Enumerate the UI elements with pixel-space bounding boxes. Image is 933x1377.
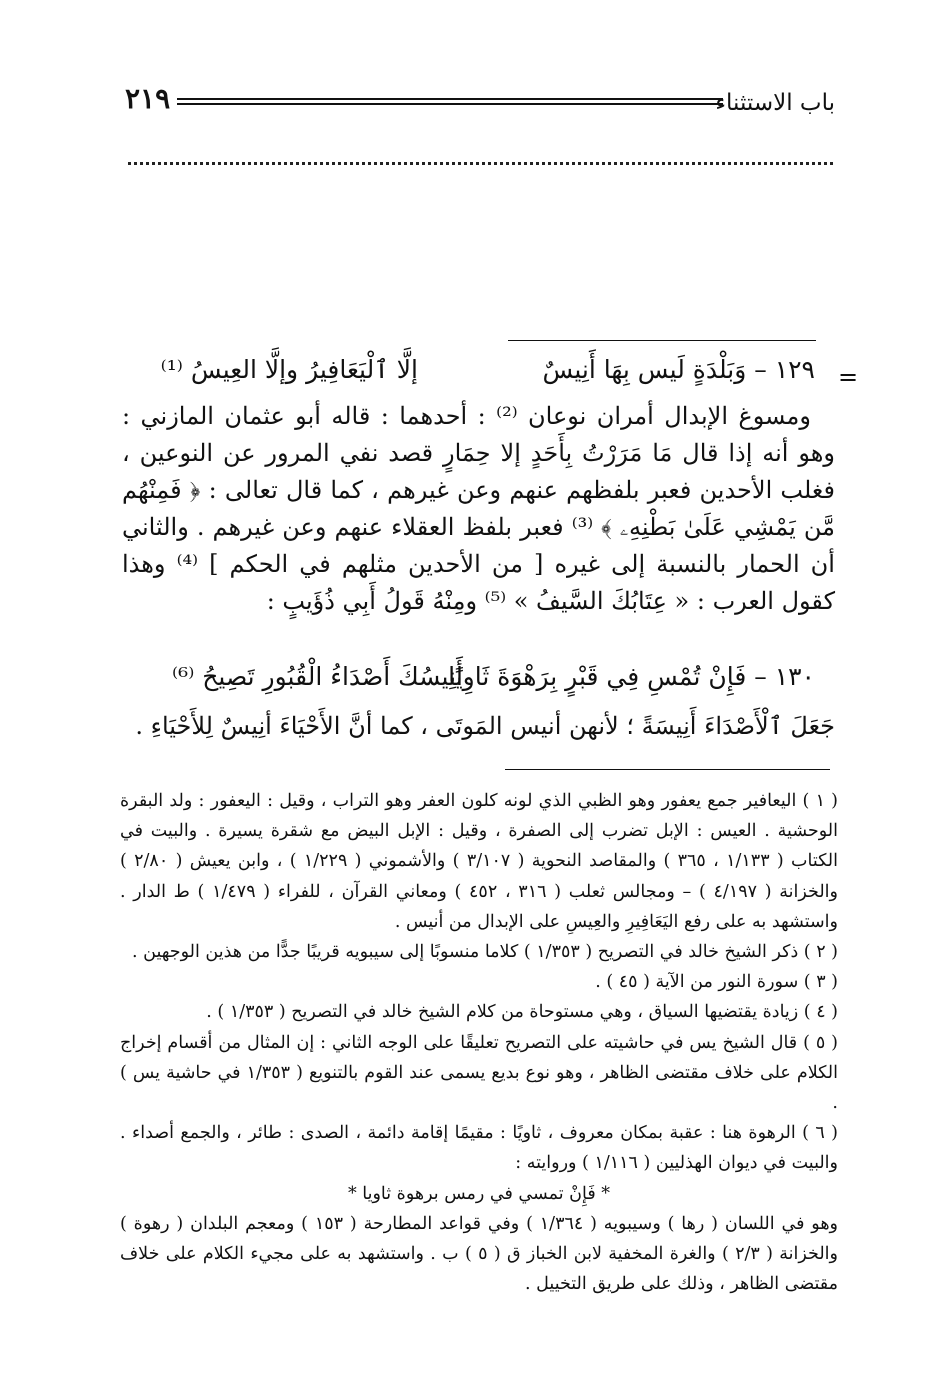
verse-129-first-hemistich: ١٢٩ – وَبَلْدَةٍ لَيس بِهَا أَنِيسٌ xyxy=(542,355,815,384)
running-header xyxy=(125,82,835,122)
chapter-title: باب الاستثناء xyxy=(715,90,835,116)
footnote-4: ( ٤ ) زيادة يقتضيها السياق ، وهي مستوحاة من كلام الشيخ خالد في التصريح ( ١/٣٥٣ ) . xyxy=(206,1002,838,1023)
verse-commentary: جَعَلَ ٱلْأَصْدَاءَ أَنِيسَةً ؛ لأنهن أنيس المَوتَى ، كما أنَّ الأَحْيَاءَ أنِيسٌ لِلأَحْيَاءِ . xyxy=(135,712,835,740)
header-rule xyxy=(177,98,723,105)
equals-mark: = xyxy=(838,363,859,391)
footnote-6-verse: * فَإِنْ تمسي في رمس برهوة ثاويا * xyxy=(347,1183,611,1204)
footnotes xyxy=(120,786,838,1299)
page-number: ٢١٩ xyxy=(125,82,171,115)
dotted-separator xyxy=(128,150,833,165)
main-text xyxy=(122,398,835,620)
footnote-5: ( ٥ ) قال الشيخ يس في حاشيته على التصريح تعليقًا على الوجه الثاني : إن المثال من أقسام إخراج الكلام على خلاف مقتضى الظاهر ، وهو نوع بديع يسمى عند القوم بالتنويع ( ١/٣٥٣ في حاشية يس ) . xyxy=(120,1032,838,1114)
verse-130-second-hemistich: أَنِيسُكَ أَصْدَاءُ الْقُبُورِ تَصِيحُ ⁽⁶⁾ xyxy=(172,662,463,691)
verse-130-first-hemistich: ١٣٠ – فَإِنْ تُمْسِ فِي قَبْرٍ بِرَهْوَةَ ثَاوِيًا xyxy=(448,662,815,691)
footnote-1: ( ١ ) اليعافير جمع يعفور وهو الظبي الذي لونه كلون العفر وهو التراب ، وقيل : اليعفور : ولد البقرة الوحشية . العيس : الإبل تضرب إلى الصفرة ، وقيل : الإبل البيض مع شقرة يسيرة . والبيت في الكتاب ( ١/١٣٣ ، ٣٦٥ ) والمقاصد النحوية ( ٣/١٠٧ ) والأشموني ( ١/٢٢٩ ) ، وابن يعيش ( ٢/٨٠ ) والخزانة ( ٤/١٩٧ ) – ومجالس ثعلب ( ٣١٦ ، ٤٥٢ ) ومعاني القرآن ، للفراء ( ١/٤٧٩ ) ط الدار . واستشهد به على رفع اليَعَافِيرِ والعِيسِ على الإبدال من أنيس . xyxy=(120,791,839,932)
footnote-3: ( ٣ ) سورة النور من الآية ( ٤٥ ) . xyxy=(595,972,838,993)
footnote-rule xyxy=(505,769,830,770)
footnote-6: ( ٦ ) الرهوة هنا : عقبة بمكان معروف ، ثاويًا : مقيمًا إقامة دائمة ، الصدى : طائر ، والجمع أصداء . والبيت في ديوان الهذليين ( ١/١١٦ ) وروايته : xyxy=(120,1123,839,1174)
verse-rule xyxy=(508,340,816,341)
verse-129-second-hemistich: إلَّا ٱلْيَعَافِيرُ وإلَّا العِيسُ ⁽¹⁾ xyxy=(160,355,418,384)
footnote-6-continued: وهو في اللسان ( رها ) وسيبويه ( ١/٣٦٤ ) وفي قواعد المطارحة ( ١٥٣ ) ومعجم البلدان ( رهوة ) والخزانة ( ٢/٣ ) والغرة المخفية لابن الخباز ق ( ٥ ) ب . واستشهد به على مجيء الكلام على خلاف مقتضى الظاهر ، وذلك على طريق التخييل . xyxy=(120,1213,839,1295)
body-paragraph: ومسوغ الإبدال أمران نوعان ⁽²⁾ : أحدهما : قاله أبو عثمان المازني : وهو أنه إذا قال مَا مَرَرْتُ بِأَحَدٍ إلا حِمَارٍ قصد نفي المرور عن النوعين ، فغلب الأحدين فعبر بلفظهم عنهم وعن غيرهم ، كما قال تعالى : ﴿ فَمِنْهُم مَّن يَمْشِي عَلَىٰ بَطْنِهِۦ ﴾ ⁽³⁾ فعبر بلفظ العقلاء عنهم وعن غيرهم . والثاني أن الحمار بالنسبة إلى غيره [ من الأحدين مثلهم في الحكم ] ⁽⁴⁾ وهذا كقول العرب : « عِتَابُكَ السَّيفُ » ⁽⁵⁾ ومِنْهُ قَولُ أَبِي ذُؤَيبٍ : xyxy=(122,402,835,615)
footnote-2: ( ٢ ) ذكر الشيخ خالد في التصريح ( ١/٣٥٣ ) كلاما منسوبًا إلى سيبويه قريبًا جدًّا من هذين الوجهين . xyxy=(132,942,838,963)
